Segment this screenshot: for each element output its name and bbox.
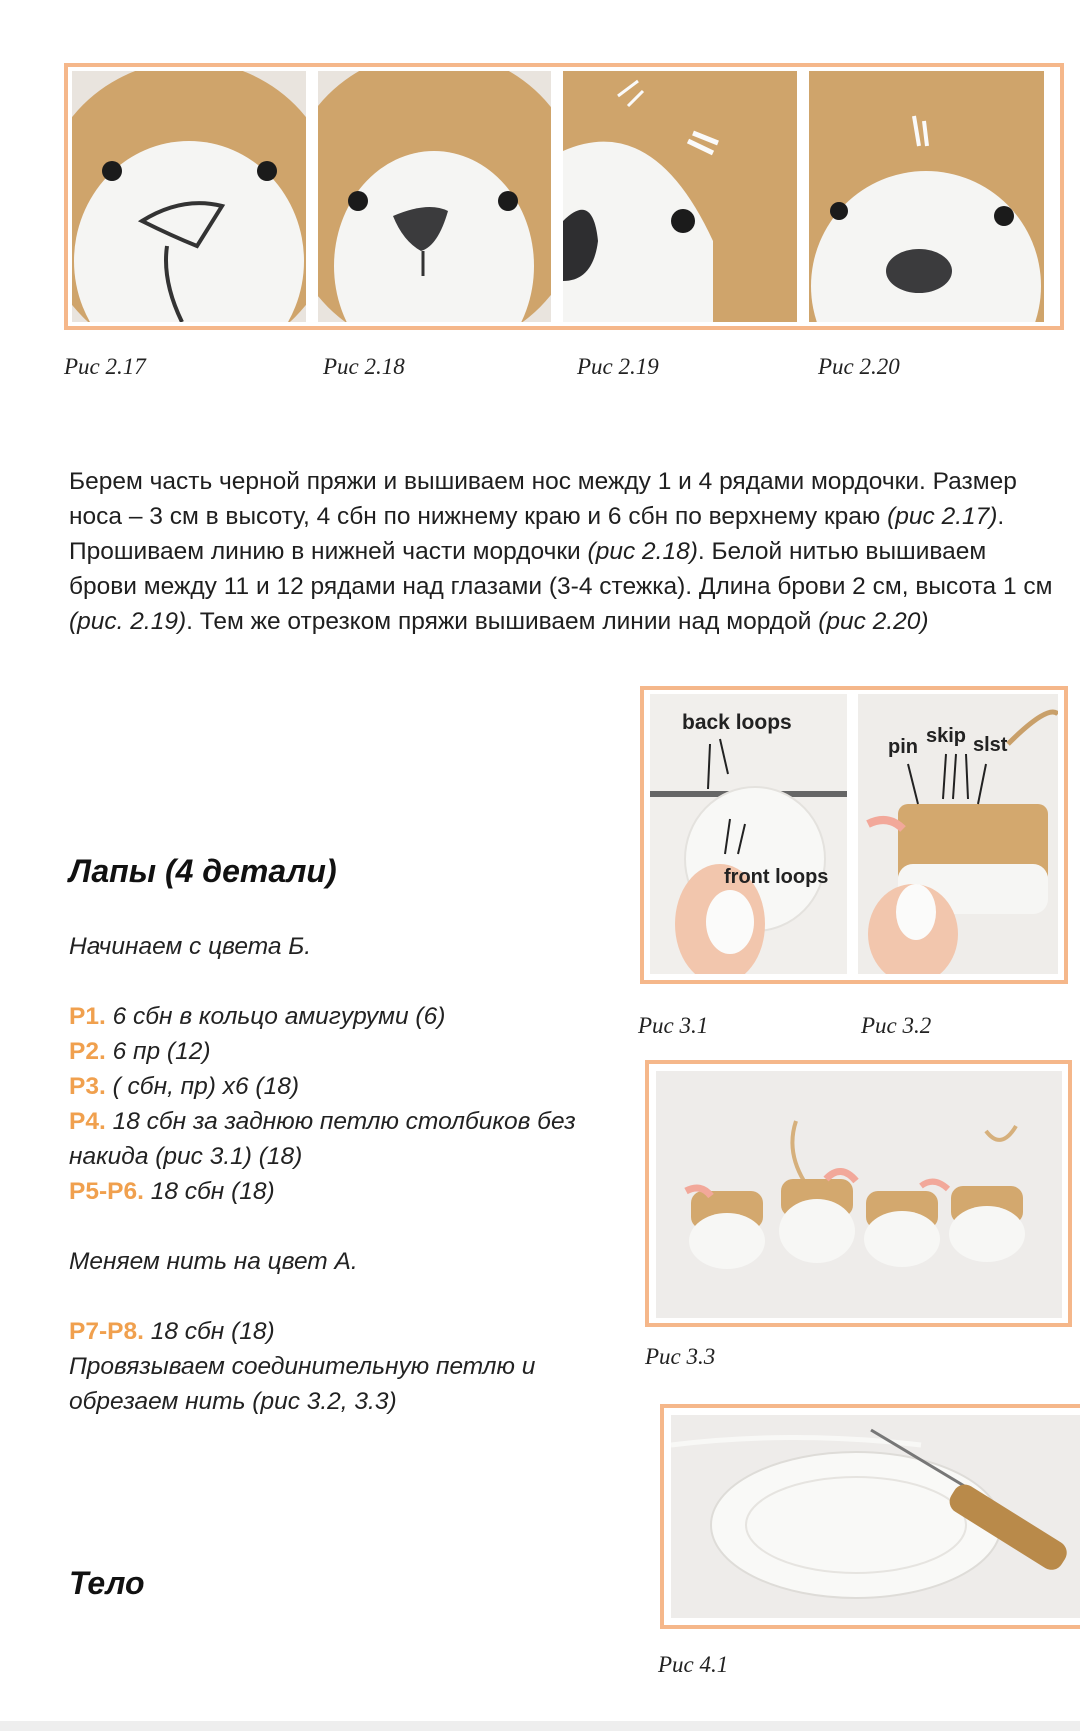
caption-2-19: Рис 2.19 [577, 354, 659, 379]
ref-2-20: (рис 2.20) [818, 608, 929, 635]
body-heading: Тело [69, 1565, 145, 1601]
row-2: Р2. 6 пр (12) [69, 1038, 211, 1065]
ref-2-19: (рис. 2.19) [69, 608, 187, 635]
row-1: Р1. 6 сбн в кольцо амигуруми (6) [69, 1003, 446, 1030]
row-3: Р3. ( сбн, пр) х6 (18) [69, 1073, 300, 1100]
row-4: Р4. 18 сбн за заднюю петлю столбиков без [69, 1108, 576, 1135]
intro-paragraph: Берем часть черной пряжи и вышиваем нос между 1 и 4 рядами мордочки. Размер носа – 3 см в высоту, 4 сбн по нижнему краю и 6 сбн по верхнему краю (рис 2.17). Прошиваем линию в нижней части мордочки (рис 2.18). Белой нитью вышиваем брови между 11 и 12 рядами над глазами (3-4 стежка). Длина брови 2 см, высота 1 см (рис. 2.19). Тем же отрезком пряжи вышиваем линии над мордой (рис 2.20) [69, 468, 1053, 635]
label-slst: slst [973, 734, 1008, 756]
photo-3-3 [656, 1071, 1062, 1318]
photo-3-1 [650, 694, 847, 974]
photo-2-17 [72, 71, 306, 322]
photo-2-19 [563, 71, 797, 322]
caption-2-17: Рис 2.17 [64, 354, 146, 379]
finish-line-2: обрезаем нить (рис 3.2, 3.3) [69, 1388, 397, 1415]
change-color: Меняем нить на цвет А. [69, 1248, 358, 1275]
caption-3-1: Рис 3.1 [638, 1013, 709, 1038]
paws-start: Начинаем с цвета Б. [69, 933, 312, 960]
caption-4-1: Рис 4.1 [658, 1652, 729, 1677]
label-skip: skip [926, 725, 967, 747]
label-pin: pin [888, 736, 918, 758]
label-back-loops: back loops [682, 711, 792, 734]
caption-2-20: Рис 2.20 [818, 354, 900, 379]
page-bottom-bar [0, 1721, 1080, 1731]
photo-2-18 [318, 71, 551, 322]
label-front-loops: front loops [724, 866, 829, 888]
ref-2-17: (рис 2.17) [887, 503, 998, 530]
finish-line-1: Провязываем соединительную петлю и [69, 1353, 536, 1380]
caption-3-3: Рис 3.3 [645, 1344, 716, 1369]
caption-3-2: Рис 3.2 [861, 1013, 932, 1038]
caption-2-18: Рис 2.18 [323, 354, 405, 379]
photo-4-1 [671, 1415, 1080, 1618]
photo-2-20 [809, 71, 1044, 322]
ref-2-18: (рис 2.18) [587, 538, 698, 565]
row-7-8: Р7-Р8. 18 сбн (18) [69, 1318, 275, 1345]
row-5-6: Р5-Р6. 18 сбн (18) [69, 1178, 275, 1205]
row-4-cont: накида (рис 3.1) (18) [69, 1143, 303, 1170]
paws-heading: Лапы (4 детали) [69, 853, 337, 889]
